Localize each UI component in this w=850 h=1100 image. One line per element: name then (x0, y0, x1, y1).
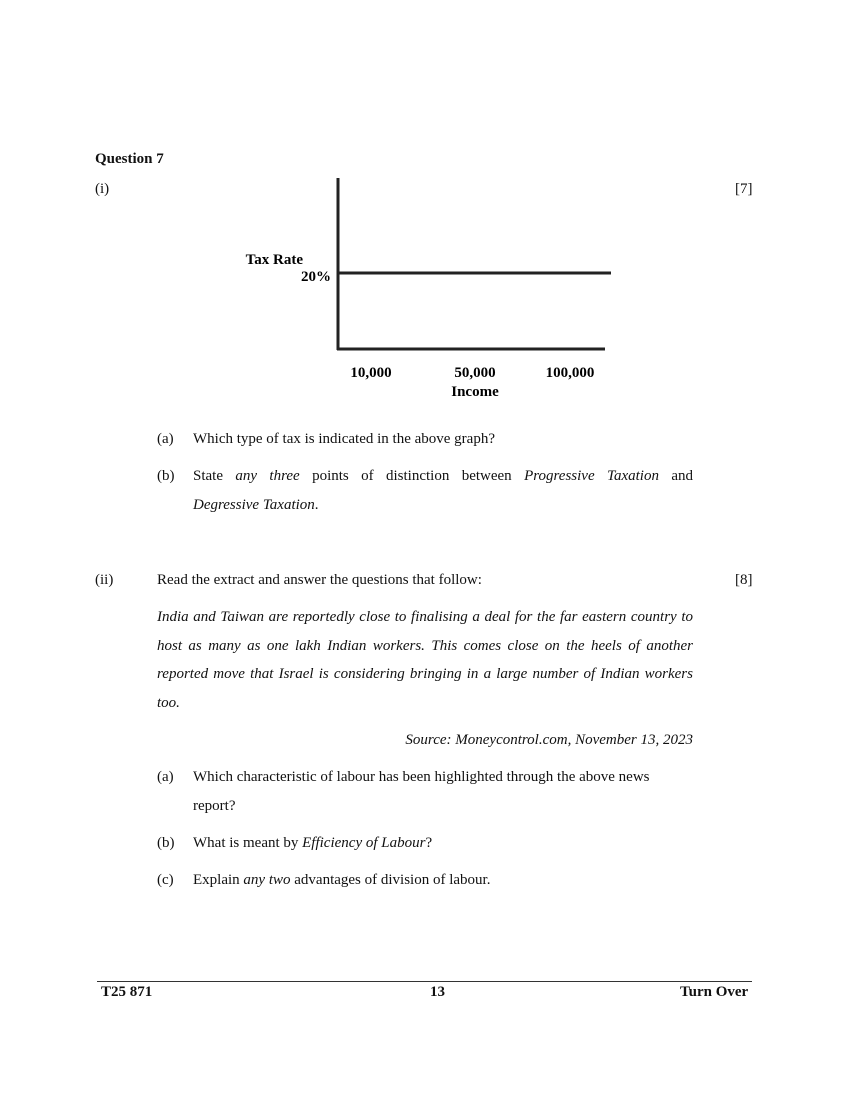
item-i-a-text: Which type of tax is indicated in the above graph? (193, 431, 495, 447)
y-axis-label: Tax Rate (245, 252, 303, 268)
y-tick-label: 20% (301, 269, 331, 285)
paper-code: T25 871 (101, 984, 153, 1000)
x-tick-label: 50,000 (454, 365, 496, 381)
item-i-b-label: (b) (157, 468, 175, 484)
x-tick-label: 100,000 (545, 365, 595, 381)
item-ii-c-label: (c) (157, 872, 174, 888)
item-ii-a-label: (a) (157, 769, 174, 785)
part-ii-instruction: Read the extract and answer the questions that follow: (157, 572, 482, 588)
part-ii-label: (ii) (95, 572, 114, 588)
part-i-label: (i) (95, 181, 110, 197)
question-title: Question 7 (95, 151, 164, 167)
item-i-a-label: (a) (157, 431, 174, 447)
item-i-b-text-cont: Degressive Taxation. (193, 497, 319, 513)
turn-over: Turn Over (680, 984, 749, 1000)
item-ii-a-text: Which characteristic of labour has been highlighted through the above news report? (193, 769, 650, 814)
x-tick-label: 10,000 (350, 365, 392, 381)
item-ii-b-text: What is meant by Efficiency of Labour? (193, 835, 433, 851)
footer-divider (97, 981, 752, 982)
news-extract: India and Taiwan are reportedly close to finalising a deal for the far eastern country to host as many as one lakh Indian workers. This comes close on the heels of another reported move that Israel is considering bringing in a large number of Indian workers too. (157, 609, 693, 711)
page-number: 13 (430, 984, 445, 1000)
item-i-b-text: State any three points of distinction between Progressive Taxation and (193, 468, 693, 484)
item-ii-b-label: (b) (157, 835, 175, 851)
x-axis-label: Income (451, 384, 499, 400)
part-i-marks: [7] (735, 181, 753, 197)
extract-source: Source: Moneycontrol.com, November 13, 2023 (405, 732, 693, 748)
part-ii-marks: [8] (735, 572, 753, 588)
item-ii-c-text: Explain any two advantages of division of labour. (193, 872, 491, 888)
tax-rate-graph (0, 0, 850, 420)
